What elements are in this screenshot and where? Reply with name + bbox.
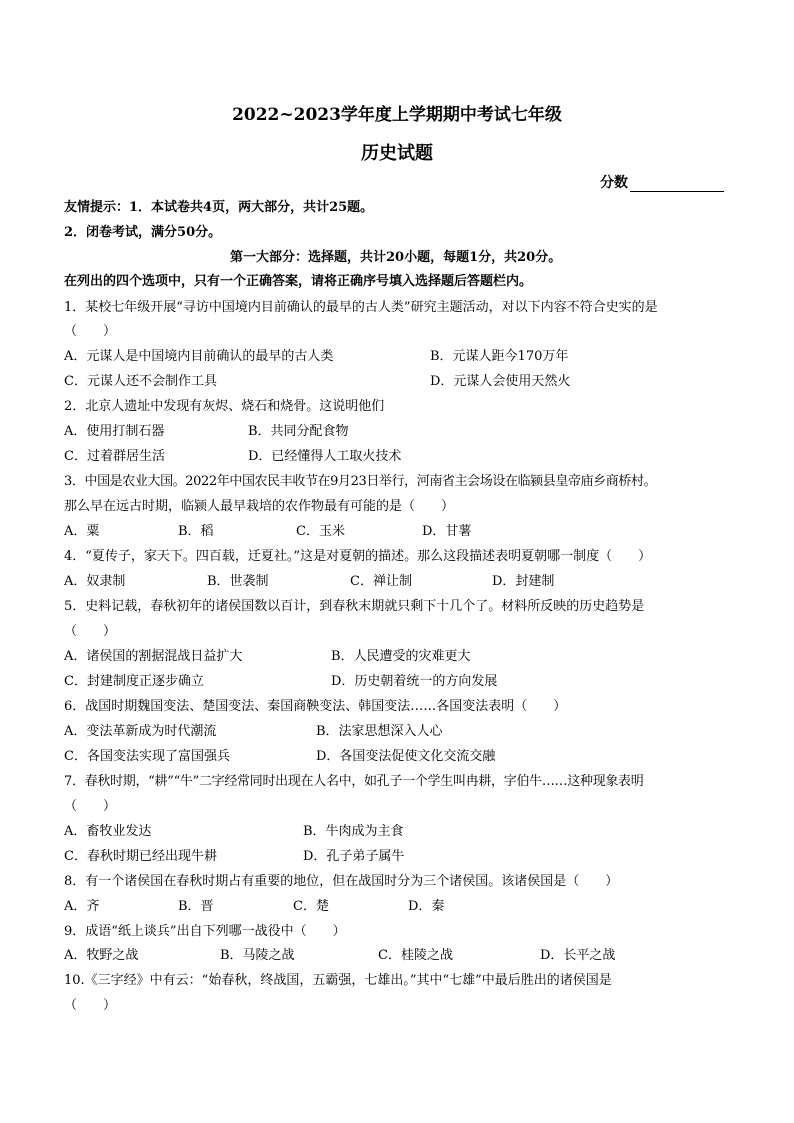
question-1-text: 1．某校七年级开展“寻访中国境内目前确认的最早的古人类”研究主题活动，对以下内容不符合史实的是	[64, 300, 658, 315]
question-1-option-a[interactable]: A．元谋人是中国境内目前确认的最早的古人类	[64, 349, 334, 364]
question-5-option-b[interactable]: B．人民遭受的灾难更大	[331, 649, 471, 664]
question-3-option-d[interactable]: D．甘薯	[422, 524, 472, 539]
question-5-blank: （ ）	[64, 624, 117, 639]
question-7-option-d[interactable]: D．孔子弟子属牛	[303, 849, 405, 864]
tip-line-2: 2．闭卷考试，满分50分。	[64, 225, 222, 240]
question-4-option-b[interactable]: B．世袭制	[207, 574, 269, 589]
section-instruction: 在列出的四个选项中，只有一个正确答案，请将正确序号填入选择题后答题栏内。	[64, 274, 533, 289]
question-4-option-c[interactable]: C．禅让制	[350, 574, 412, 589]
score-field	[600, 172, 724, 192]
question-2-option-a[interactable]: A．使用打制石器	[64, 424, 165, 439]
question-8-option-d[interactable]: D．秦	[408, 899, 445, 914]
question-4-option-a[interactable]: A．奴隶制	[64, 574, 126, 589]
question-1-option-c[interactable]: C．元谋人还不会制作工具	[64, 374, 217, 389]
question-5-option-c[interactable]: C．封建制度正逐步确立	[64, 674, 204, 689]
question-1-blank: （ ）	[64, 324, 117, 339]
tip-line-1: 友情提示：1．本试卷共4页，两大部分，共计25题。	[64, 200, 374, 215]
question-2-option-c[interactable]: C．过着群居生活	[64, 449, 165, 464]
question-7-text: 7．春秋时期，“耕”“牛”二字经常同时出现在人名中，如孔子一个学生叫冉耕，字伯牛……这种现象表明	[64, 774, 644, 789]
question-5-option-d[interactable]: D．历史朝着统一的方向发展	[331, 674, 498, 689]
exam-subtitle: 历史试题	[361, 143, 433, 164]
question-2-option-b[interactable]: B．共同分配食物	[248, 424, 349, 439]
question-9-text: 9．成语“纸上谈兵”出自下列哪一战役中（ ）	[64, 924, 346, 939]
question-7-option-a[interactable]: A．畜牧业发达	[64, 824, 152, 839]
score-blank[interactable]	[630, 177, 724, 192]
score-label: 分数	[600, 175, 628, 191]
question-3-text: 3．中国是农业大国。2022年中国农民丰收节在9月23日举行，河南省主会场设在临颍县皇帝庙乡商桥村。	[64, 474, 657, 489]
question-7-option-b[interactable]: B．牛肉成为主食	[303, 824, 404, 839]
question-3-option-b[interactable]: B．稻	[178, 524, 214, 539]
question-3-option-c[interactable]: C．玉米	[296, 524, 345, 539]
question-7-blank: （ ）	[64, 799, 117, 814]
question-9-option-b[interactable]: B．马陵之战	[220, 948, 295, 963]
question-1-option-b[interactable]: B．元谋人距今170万年	[430, 349, 569, 364]
question-4-text: 4．“夏传子，家天下。四百载，迁夏社。”这是对夏朝的描述。那么这段描述表明夏朝哪一制度（ ）	[64, 549, 652, 564]
question-8-option-c[interactable]: C．楚	[293, 899, 329, 914]
exam-title: 2022~2023学年度上学期期中考试七年级	[232, 105, 562, 125]
question-10-text: 10.《三字经》中有云：“始春秋，终战国，五霸强，七雄出。”其中“七雄”中最后胜出的诸侯国是	[64, 973, 612, 988]
question-6-option-a[interactable]: A．变法革新成为时代潮流	[64, 724, 217, 739]
question-1-option-d[interactable]: D．元谋人会使用天然火	[430, 374, 571, 389]
question-9-option-d[interactable]: D．长平之战	[540, 948, 616, 963]
question-10-blank: （ ）	[64, 998, 117, 1013]
question-2-text: 2．北京人遗址中发现有灰烬、烧石和烧骨。这说明他们	[64, 399, 385, 414]
question-7-option-c[interactable]: C．春秋时期已经出现牛耕	[64, 849, 217, 864]
question-3-text-cont: 那么早在远古时期，临颍人最早栽培的农作物最有可能的是（ ）	[64, 499, 455, 514]
question-5-option-a[interactable]: A．诸侯国的割据混战日益扩大	[64, 649, 243, 664]
question-2-option-d[interactable]: D．已经懂得人工取火技术	[248, 449, 402, 464]
question-6-option-d[interactable]: D．各国变法促使文化交流交融	[316, 749, 496, 764]
question-8-text: 8．有一个诸侯国在春秋时期占有重要的地位，但在战国时分为三个诸侯国。该诸侯国是（ ）	[64, 874, 619, 889]
question-5-text: 5．史料记载，春秋初年的诸侯国数以百计，到春秋末期就只剩下十几个了。材料所反映的历史趋势是	[64, 599, 645, 614]
question-6-option-b[interactable]: B．法家思想深入人心	[316, 724, 443, 739]
question-4-option-d[interactable]: D．封建制	[492, 574, 555, 589]
question-6-option-c[interactable]: C．各国变法实现了富国强兵	[64, 749, 230, 764]
section-heading: 第一大部分：选择题，共计20小题，每题1分，共20分。	[230, 250, 562, 265]
question-6-text: 6．战国时期魏国变法、楚国变法、秦国商鞅变法、韩国变法……各国变法表明（ ）	[64, 699, 567, 714]
question-3-option-a[interactable]: A．粟	[64, 524, 100, 539]
question-8-option-a[interactable]: A．齐	[64, 899, 100, 914]
question-9-option-c[interactable]: C．桂陵之战	[378, 948, 453, 963]
question-9-option-a[interactable]: A．牧野之战	[64, 948, 139, 963]
question-8-option-b[interactable]: B．晋	[178, 899, 214, 914]
